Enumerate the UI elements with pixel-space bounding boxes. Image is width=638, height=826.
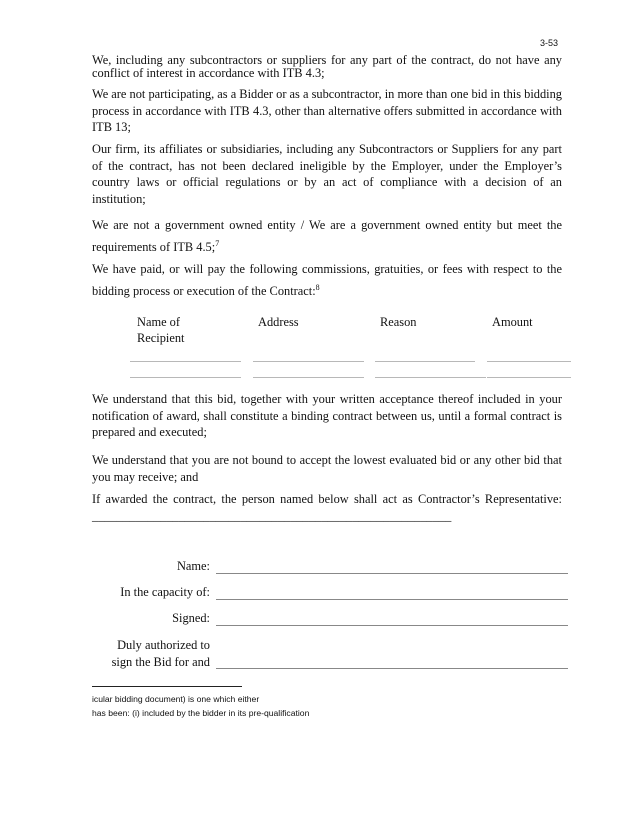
footnote-ref-7: 7 — [215, 238, 220, 248]
signature-name-field[interactable] — [216, 573, 568, 574]
paragraph-government-entity — [92, 214, 562, 258]
paragraph-commissions — [92, 258, 562, 302]
header-address: Address — [258, 315, 299, 329]
recipient-entry-line-2[interactable] — [130, 377, 241, 378]
header-name-of-recipient: Name of Recipient — [137, 315, 185, 345]
signature-signed-field[interactable] — [216, 625, 568, 626]
signature-authorized-field[interactable] — [216, 668, 568, 669]
government-entity-text: We are not a government owned entity / We are a government owned entity but meet the requirements of ITB 4.5; — [92, 218, 562, 254]
paragraph-binding-contract: We understand that this bid, together with your written acceptance thereof included in your notification of award, shall constitute a binding contract between us, until a formal contract is prepared and executed; — [92, 392, 562, 440]
paragraph-single-bid: We are not participating, as a Bidder or as a subcontractor, in more than one bid in this bidding process in accordance with ITB 4.3, other than alternative offers submitted in accordance with ITB 13; — [92, 87, 562, 135]
signature-authorized-label: Duly authorized to sign the Bid for and — [111, 638, 210, 669]
amount-entry-line-2[interactable] — [487, 377, 571, 378]
recipient-entry-line[interactable] — [130, 361, 241, 362]
paragraph-conflict-of-interest: We, including any subcontractors or suppliers for any part of the contract, do not have any conflict of interest in accordance with ITB 4.3; — [92, 53, 562, 80]
amount-entry-line[interactable] — [487, 361, 571, 362]
page-number: 3-53 — [540, 38, 559, 48]
address-entry-line-2[interactable] — [253, 377, 364, 378]
reason-entry-line-2[interactable] — [375, 377, 486, 378]
header-reason: Reason — [380, 315, 417, 329]
footnote-separator — [92, 686, 242, 687]
signature-signed-label: Signed: — [172, 611, 210, 625]
footnote-ref-8: 8 — [315, 282, 320, 292]
reason-entry-line[interactable] — [375, 361, 475, 362]
paragraph-not-bound: We understand that you are not bound to accept the lowest evaluated bid or any other bid that you may receive; and — [92, 453, 562, 484]
paragraph-eligibility: Our firm, its affiliates or subsidiaries, including any Subcontractors or Suppliers for any part of the contract, has not been declared ineligible by the Employer, under the Employer’s country laws or official regulations or by an act of compliance with a decision of an institution; — [92, 142, 562, 206]
footnote-line-1: icular bidding document) is one which either — [92, 694, 260, 704]
footnote-line-2: has been: (i) included by the bidder in its pre-qualification — [92, 708, 310, 718]
signature-capacity-label: In the capacity of: — [120, 585, 210, 599]
commissions-text: We have paid, or will pay the following commissions, gratuities, or fees with respect to the bidding process or execution of the Contract: — [92, 262, 562, 298]
signature-capacity-field[interactable] — [216, 599, 568, 600]
paragraph-representative: If awarded the contract, the person named below shall act as Contractor’s Representative: __________________________________________________________ — [92, 492, 562, 523]
signature-name-label: Name: — [176, 559, 210, 573]
address-entry-line[interactable] — [253, 361, 364, 362]
header-amount: Amount — [492, 315, 533, 329]
